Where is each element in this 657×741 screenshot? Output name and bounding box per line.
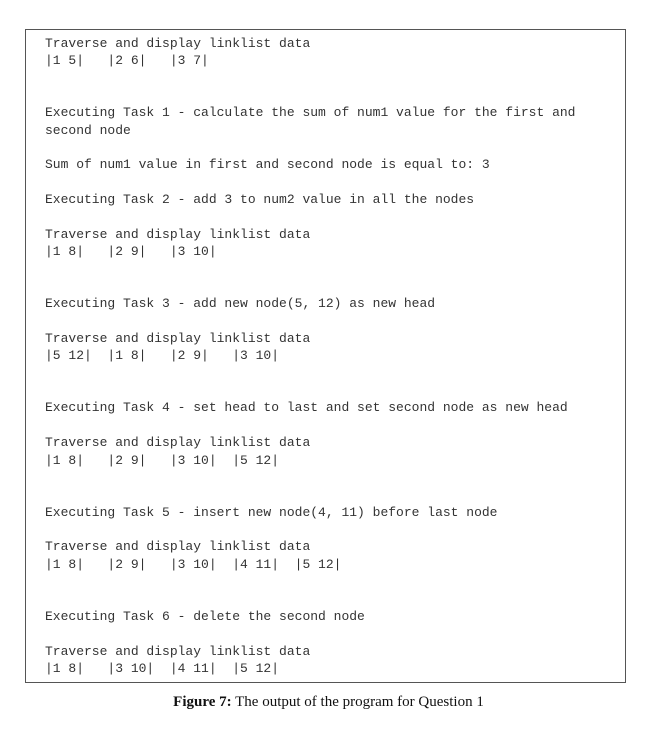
output-line: second node [45, 123, 131, 138]
output-line: Traverse and display linklist data [45, 227, 311, 242]
output-line: |1 8| |2 9| |3 10| |5 12| [45, 453, 280, 468]
output-line: Traverse and display linklist data [45, 435, 311, 450]
output-line: |1 8| |2 9| |3 10| [45, 244, 217, 259]
output-line: Executing Task 3 - add new node(5, 12) as new head [45, 296, 436, 311]
output-line: Traverse and display linklist data [45, 539, 311, 554]
figure-caption [0, 694, 657, 711]
output-line: Executing Task 1 - calculate the sum of num1 value for the first and [45, 105, 576, 120]
output-line: Traverse and display linklist data [45, 644, 311, 659]
output-line: Executing Task 4 - set head to last and set second node as new head [45, 400, 568, 415]
output-line: |5 12| |1 8| |2 9| |3 10| [45, 348, 280, 363]
output-line: |1 8| |2 9| |3 10| |4 11| |5 12| [45, 557, 342, 572]
output-line: Executing Task 6 - delete the second node [45, 609, 365, 624]
output-line: Executing Task 5 - insert new node(4, 11) before last node [45, 505, 498, 520]
figure-caption-text: The output of the program for Question 1 [231, 694, 484, 710]
output-line: |1 5| |2 6| |3 7| [45, 53, 209, 68]
program-output-box [25, 29, 626, 683]
output-line: Traverse and display linklist data [45, 331, 311, 346]
output-line: Executing Task 2 - add 3 to num2 value in all the nodes [45, 192, 475, 207]
output-line: |1 8| |3 10| |4 11| |5 12| [45, 661, 280, 676]
output-line: Traverse and display linklist data [45, 36, 311, 51]
output-line: Sum of num1 value in first and second node is equal to: 3 [45, 157, 490, 172]
figure-label: Figure 7: [173, 694, 232, 710]
